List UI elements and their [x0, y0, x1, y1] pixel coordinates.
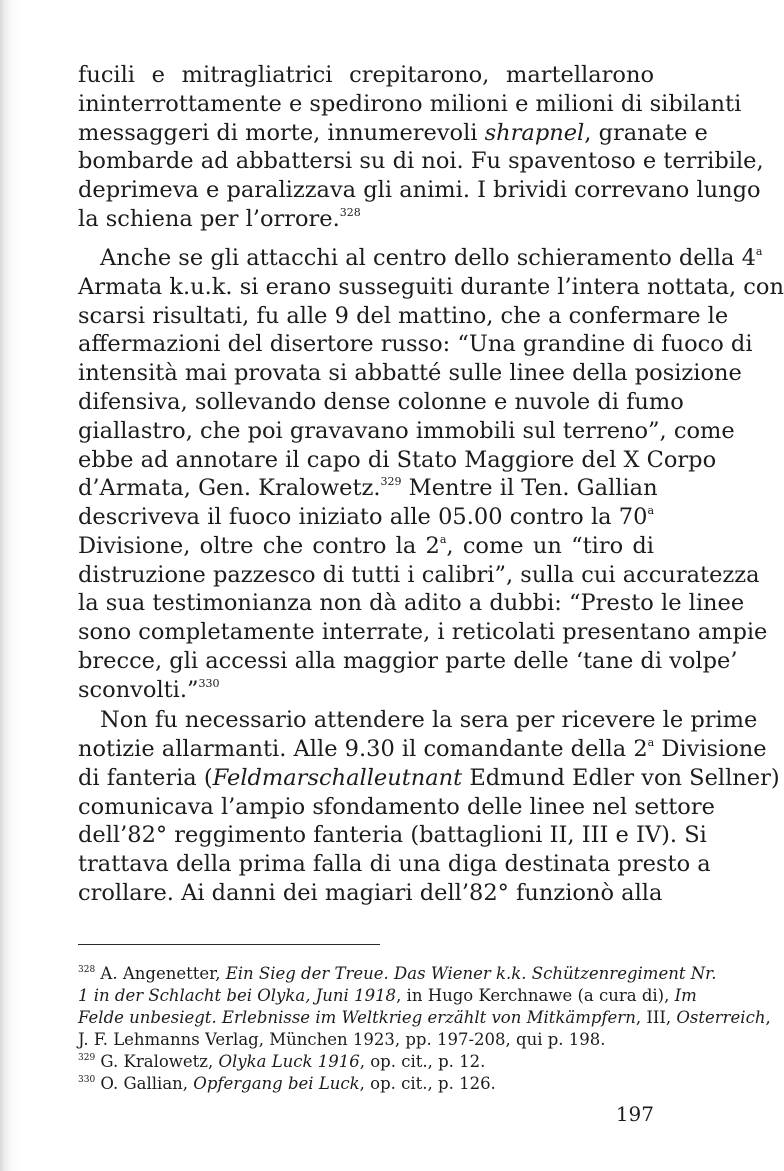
body-line: Non fu necessario attendere la sera per ricevere le prime — [100, 707, 758, 733]
body-line: Divisione, oltre che contro la 2$^a$, come un “tiro di — [78, 533, 654, 559]
body-line: scarsi risultati, fu alle 9 del mattino, che a confermare le — [78, 303, 729, 329]
page-number: 197 — [615, 1102, 654, 1126]
body-line: la sua testimonianza non dà adito a dubbi: “Presto le linee — [78, 590, 745, 616]
body-line: descriveva il fuoco iniziato alle 05.00 contro la 70$^a$ — [78, 504, 654, 530]
body-line: fucili e mitragliatrici crepitarono, martellarono — [78, 62, 654, 88]
body-line: messaggeri di morte, innumerevoli shrapnel, granate e — [78, 120, 708, 146]
body-line: di fanteria (Feldmarschalleutnant Edmund Edler von Sellner) — [78, 765, 780, 791]
footnote-line: $^{330}$ O. Gallian, Opfergang bei Luck, op. cit., p. 126. — [78, 1074, 496, 1093]
body-line: sono completamente interrate, i reticolati presentano ampie — [78, 619, 768, 645]
body-line: dell’82° reggimento fanteria (battaglioni II, III e IV). Si — [78, 822, 707, 848]
body-line: Armata k.u.k. si erano susseguiti durante l’intera nottata, con — [78, 274, 784, 300]
body-line: sconvolti.”$^{330}$ — [78, 677, 220, 703]
footnote-line: $^{329}$ G. Kralowetz, Olyka Luck 1916, op. cit., p. 12. — [78, 1052, 486, 1071]
footnote-line: J. F. Lehmanns Verlag, München 1923, pp. 197-208, qui p. 198. — [78, 1030, 606, 1049]
body-line: comunicava l’ampio sfondamento delle linee nel settore — [78, 794, 715, 820]
body-line: trattava della prima falla di una diga destinata presto a — [78, 851, 711, 877]
body-line: difensiva, sollevando dense colonne e nuvole di fumo — [78, 389, 684, 415]
body-line: giallastro, che poi gravavano immobili sul terreno”, come — [78, 418, 735, 444]
footnote-line: $^{328}$ A. Angenetter, Ein Sieg der Treue. Das Wiener k.k. Schützenregiment Nr. — [78, 964, 717, 983]
body-line: notizie allarmanti. Alle 9.30 il comandante della 2$^a$ Divisione — [78, 736, 767, 762]
body-line: crollare. Ai danni dei magiari dell’82° funzionò alla — [78, 880, 663, 906]
footnote-line: Felde unbesiegt. Erlebnisse im Weltkrieg erzählt von Mitkämpfern, III, Osterreich, — [78, 1008, 771, 1027]
body-line: la schiena per l’orrore.$^{328}$ — [78, 206, 361, 232]
footnote-line: 1 in der Schlacht bei Olyka, Juni 1918, in Hugo Kerchnawe (a cura di), Im — [78, 986, 697, 1005]
body-line: affermazioni del disertore russo: “Una grandine di fuoco di — [78, 331, 753, 357]
body-line: intensità mai provata si abbatté sulle linee della posizione — [78, 360, 742, 386]
body-line: bombarde ad abbattersi su di noi. Fu spaventoso e terribile, — [78, 148, 764, 174]
body-line: ininterrottamente e spedirono milioni e milioni di sibilanti — [78, 91, 742, 117]
body-line: deprimeva e paralizzava gli animi. I brividi correvano lungo — [78, 177, 761, 203]
body-line: d’Armata, Gen. Kralowetz.$^{329}$ Mentre il Ten. Gallian — [78, 475, 658, 501]
body-line: Anche se gli attacchi al centro dello schieramento della 4$^a$ — [100, 245, 763, 271]
body-line: brecce, gli accessi alla maggior parte delle ‘tane di volpe’ — [78, 648, 738, 674]
body-line: distruzione pazzesco di tutti i calibri”, sulla cui accuratezza — [78, 562, 760, 588]
body-line: ebbe ad annotare il capo di Stato Maggiore del X Corpo — [78, 447, 717, 473]
footnote-rule — [78, 944, 380, 945]
